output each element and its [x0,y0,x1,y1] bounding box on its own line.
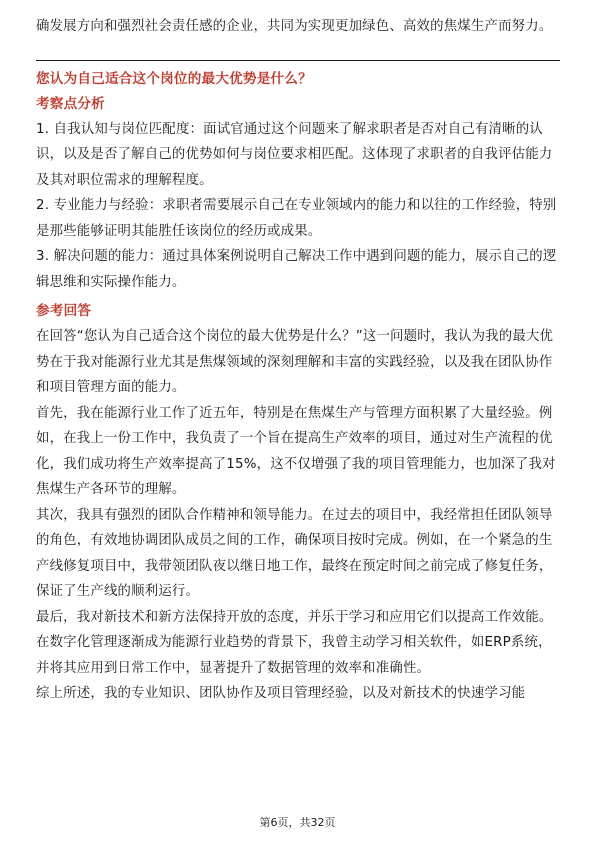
answer-heading: 参考回答 [36,303,92,319]
analysis-item: 3. 解决问题的能力：通过具体案例说明自己解决工作中遇到问题的能力，展示自己的逻辑思维和实际操作能力。 [36,249,557,290]
analysis-item: 1. 自我认知与岗位匹配度：面试官通过这个问题来了解求职者是否对自己有清晰的认识，以及是否了解自己的优势如何与岗位要求相匹配。这体现了求职者的自我评估能力及其对职位需求的理解程度。 [36,121,553,188]
answer-paragraph: 首先，我在能源行业工作了近五年，特别是在焦煤生产与管理方面积累了大量经验。例如，在我上一份工作中，我负责了一个旨在提高生产效率的项目，通过对生产流程的优化，我们成功将生产效率提高了15%，这不仅增强了我的项目管理能力，也加深了我对焦煤生产各环节的理解。 [36,405,556,497]
page-footer: 第6页，共32页 [259,816,336,829]
analysis-item: 2. 专业能力与经验：求职者需要展示自己在专业领域内的能力和以往的工作经验，特别是那些能够证明其能胜任该岗位的经历或成果。 [36,198,557,239]
answer-paragraph: 其次，我具有强烈的团队合作精神和领导能力。在过去的项目中，我经常担任团队领导的角色，有效地协调团队成员之间的工作，确保项目按时完成。例如，在一个紧急的生产线修复项目中，我带领团队夜以继日地工作，最终在预定时间之前完成了修复任务，保证了生产线的顺利运行。 [36,507,553,599]
answer-paragraph: 综上所述，我的专业知识、团队协作及项目管理经验，以及对新技术的快速学习能 [36,686,526,701]
question-title: 您认为自己适合这个岗位的最大优势是什么？ [36,70,312,87]
analysis-heading: 考察点分析 [36,95,105,112]
answer-paragraph: 在回答“您认为自己适合这个岗位的最大优势是什么？”这一问题时，我认为我的最大优势在于我对能源行业尤其是焦煤领域的深刻理解和丰富的实践经验，以及我在团队协作和项目管理方面的能力。 [36,329,554,395]
document-page [36,14,560,707]
section-divider [36,60,560,61]
answer-paragraph: 最后，我对新技术和新方法保持开放的态度，并乐于学习和应用它们以提高工作效能。在数字化管理逐渐成为能源行业趋势的背景下，我曾主动学习相关软件，如ERP系统，并将其应用到日常工作中，显著提升了数据管理的效率和准确性。 [36,609,553,676]
intro-paragraph: 确发展方向和强烈社会责任感的企业，共同为实现更加绿色、高效的焦煤生产而努力。 [36,19,553,34]
